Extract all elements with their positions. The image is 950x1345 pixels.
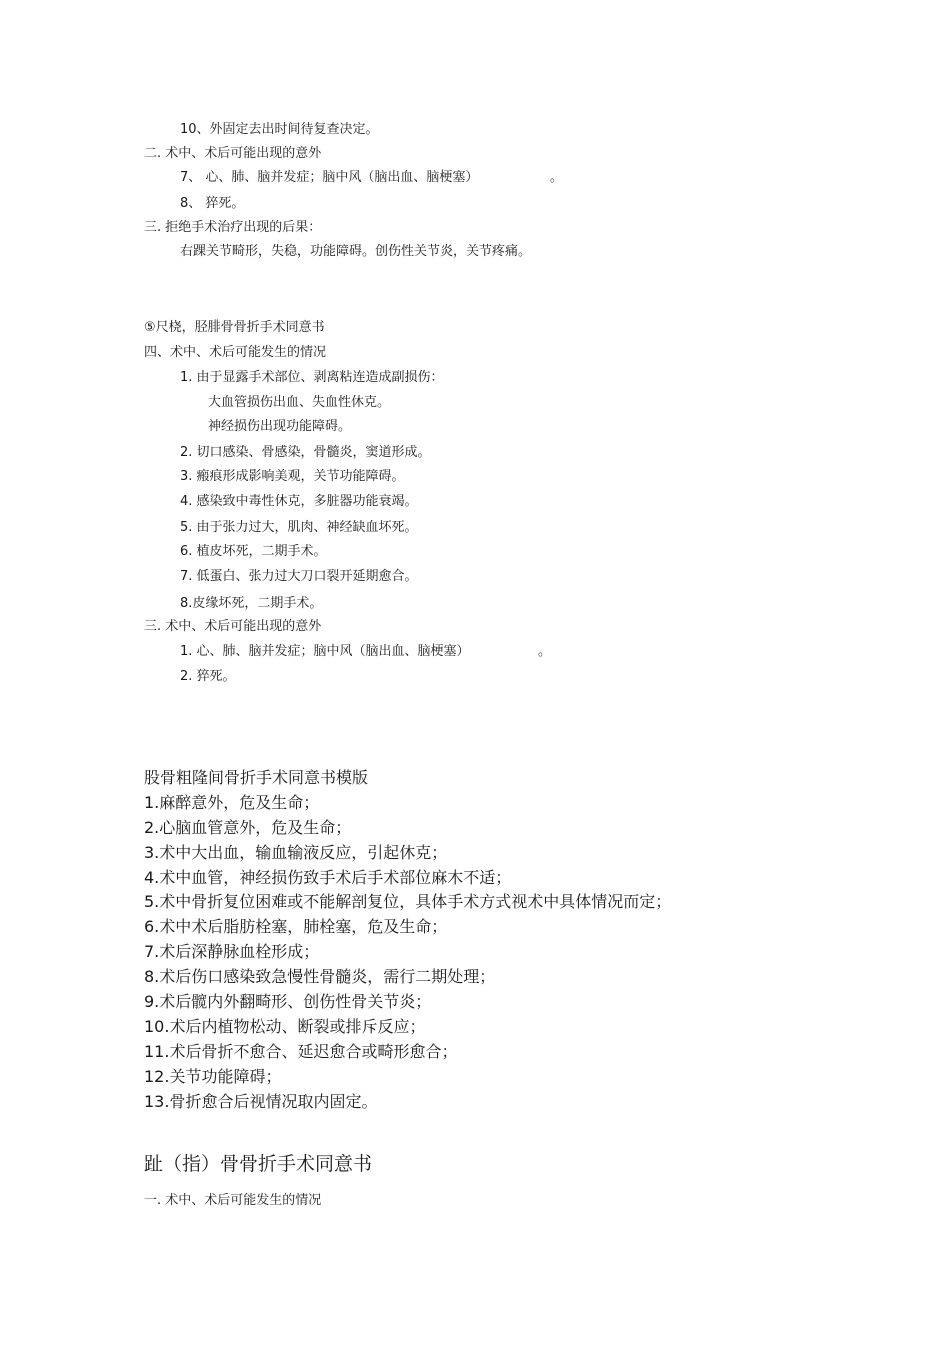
list-item: 6. 植皮坏死，二期手术。 [180, 544, 327, 559]
text-line: 7、 心、肺、脑并发症；脑中风（脑出血、脑梗塞） [180, 170, 479, 185]
section-heading: 三. 拒绝手术治疗出现的后果： [144, 220, 322, 235]
list-item: 7.术后深静脉血栓形成； [144, 942, 320, 961]
list-item: 9.术后髋内外翻畸形、创伤性骨关节炎； [144, 992, 432, 1011]
list-item: 2. 切口感染、骨感染，骨髓炎，窦道形成。 [180, 445, 431, 460]
list-item: 11.术后骨折不愈合、延迟愈合或畸形愈合； [144, 1042, 458, 1061]
list-item: 5. 由于张力过大，肌肉、神经缺血坏死。 [180, 520, 418, 535]
section-heading: 一. 术中、术后可能发生的情况 [144, 1193, 322, 1208]
text-line: 10、外固定去出时间待复查决定。 [180, 122, 379, 137]
list-item: 2.心脑血管意外，危及生命； [144, 818, 352, 837]
list-item: 4.术中血管，神经损伤致手术后手术部位麻木不适； [144, 868, 512, 887]
list-item: 12.关节功能障碍； [144, 1067, 282, 1086]
list-item: 2. 猝死。 [180, 669, 236, 684]
list-item: 1. 由于显露手术部位、剥离粘连造成副损伤： [180, 370, 444, 385]
list-item: 3.术中大出血，输血输液反应，引起休克； [144, 843, 448, 862]
list-item: 6.术中术后脂肪栓塞，肺栓塞，危及生命； [144, 917, 448, 936]
sub-item: 大血管损伤出血、失血性休克。 [208, 395, 391, 410]
list-item: 1. 心、肺、脑并发症；脑中风（脑出血、脑梗塞） [180, 644, 470, 659]
list-item: 3. 瘢痕形成影响美观，关节功能障碍。 [180, 469, 405, 484]
sub-item: 神经损伤出现功能障碍。 [208, 419, 352, 434]
list-item: 13.骨折愈合后视情况取内固定。 [144, 1092, 378, 1111]
list-item: 1.麻醉意外，危及生命； [144, 793, 320, 812]
document-title: 股骨粗隆间骨折手术同意书模版 [144, 768, 369, 787]
document-title: 趾（指）骨骨折手术同意书 [144, 1153, 373, 1175]
section-heading: 四、术中、术后可能发生的情况 [144, 345, 327, 360]
text-line: 8、 猝死。 [180, 196, 245, 211]
list-item: 4. 感染致中毒性休克，多脏器功能衰竭。 [180, 494, 418, 509]
list-item: 5.术中骨折复位困难或不能解剖复位，具体手术方式视术中具体情况而定； [144, 892, 672, 911]
document-title: ⑤尺桡，胫腓骨骨折手术同意书 [144, 320, 325, 335]
section-heading: 二. 术中、术后可能出现的意外 [144, 146, 322, 161]
list-item: 7. 低蛋白、张力过大刀口裂开延期愈合。 [180, 569, 418, 584]
list-item: 8.术后伤口感染致急慢性骨髓炎，需行二期处理； [144, 967, 496, 986]
list-item: 8.皮缘坏死，二期手术。 [180, 596, 323, 611]
list-item: 10.术后内植物松动、断裂或排斥反应； [144, 1017, 426, 1036]
text-line-end: 。 [550, 170, 564, 185]
text-line: 右踝关节畸形，失稳，功能障碍。创伤性关节炎，关节疼痛。 [180, 244, 532, 259]
section-heading: 三. 术中、术后可能出现的意外 [144, 619, 322, 634]
text-line-end: 。 [538, 644, 552, 659]
